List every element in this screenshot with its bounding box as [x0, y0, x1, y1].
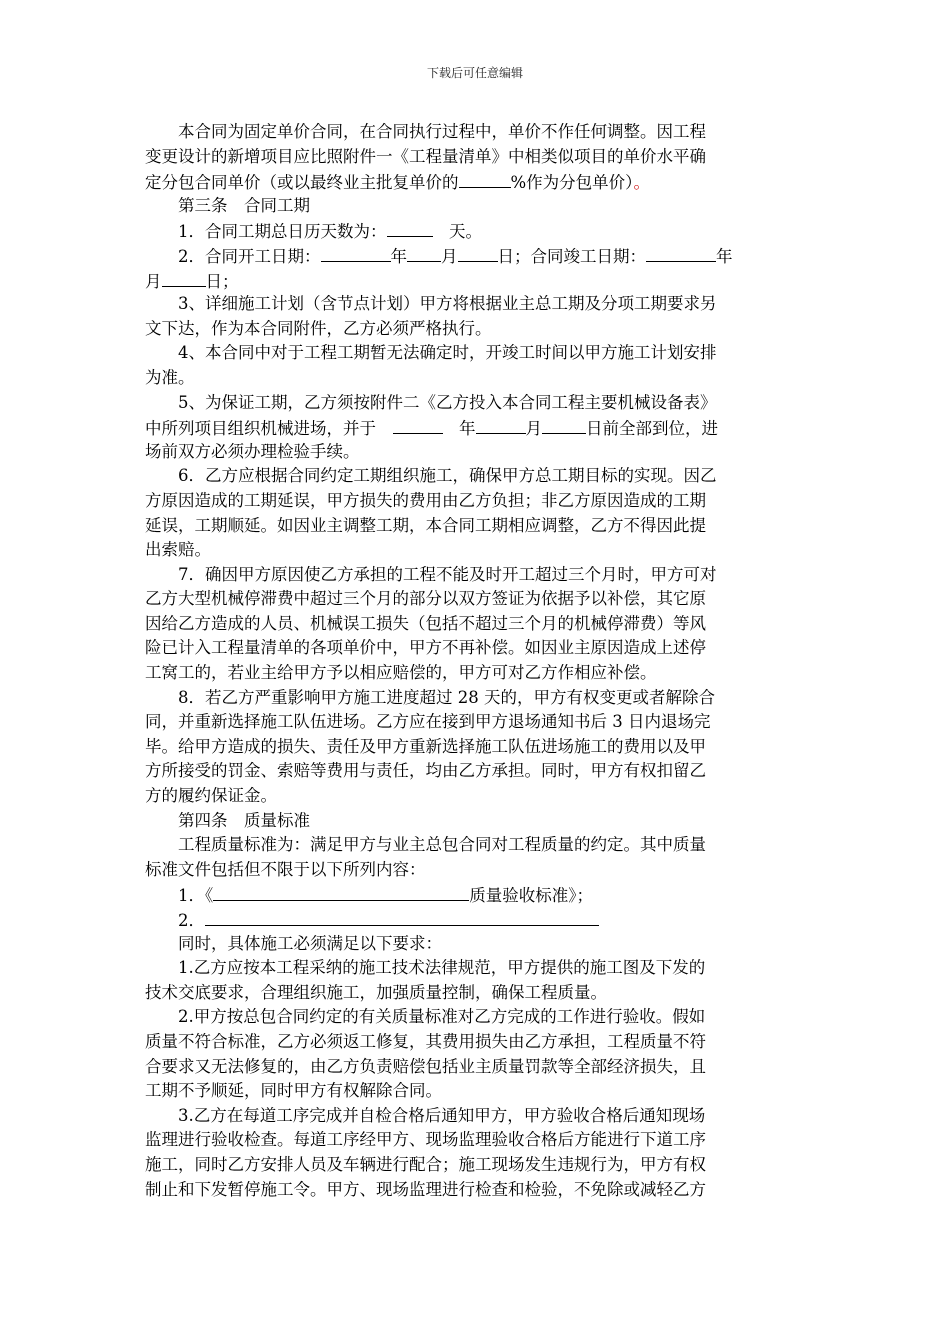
text-line — [145, 563, 805, 588]
text-line — [145, 1079, 805, 1104]
blank-field — [162, 268, 206, 287]
text: 日；合同竣工日期： — [497, 246, 646, 266]
text-line — [145, 1178, 805, 1203]
text-line — [145, 440, 805, 465]
blank-field — [205, 907, 599, 926]
blank-field — [393, 415, 443, 434]
blank-field — [387, 218, 433, 237]
text: 本合同为固定单价合同，在合同执行过程中，单价不作任何调整。因工程 — [145, 122, 706, 141]
text: 方的履约保证金。 — [145, 786, 277, 806]
text-line — [145, 218, 805, 243]
text: 工期不予顺延，同时甲方有权解除合同。 — [145, 1081, 442, 1101]
text: 3、详细施工计划（含节点计划）甲方将根据业主总工期及分项工期要求另 — [145, 294, 717, 314]
text-line — [145, 145, 805, 170]
text: 险已计入工程量清单的各项单价中，甲方不再补偿。如因业主原因造成上述停 — [145, 638, 706, 658]
text: 场前双方必须办理检验手续。 — [145, 441, 360, 461]
blank-field — [458, 243, 498, 262]
text: 延误，工期顺延。如因业主调整工期，本合同工期相应调整，乙方不得因此提 — [145, 515, 706, 535]
text: 方原因造成的工期延误，甲方损失的费用由乙方负担；非乙方原因造成的工期 — [145, 490, 706, 510]
text: 1.乙方应按本工程采纳的施工技术法律规范，甲方提供的施工图及下发的 — [145, 958, 706, 978]
blank-field — [407, 243, 441, 262]
text: 因给乙方造成的人员、机械误工损失（包括不超过三个月的机械停滞费）等风 — [145, 613, 706, 633]
text-line — [145, 243, 805, 268]
text-line — [145, 415, 805, 440]
text-line — [145, 784, 805, 809]
text-line — [145, 489, 805, 514]
text: 中所列项目组织机械进场，并于 — [145, 419, 393, 439]
blank-field — [542, 415, 586, 434]
blank-field — [476, 415, 526, 434]
text-line — [145, 391, 805, 416]
text-line — [145, 686, 805, 711]
text: %作为分包单价） — [510, 173, 634, 193]
text-line — [145, 120, 805, 145]
text: 年 — [442, 419, 476, 439]
text-line — [145, 1055, 805, 1080]
text: 质量验收标准》； — [469, 886, 593, 906]
blank-field — [459, 169, 511, 188]
text: 日； — [205, 271, 239, 291]
page-header: 下载后可任意编辑 — [426, 66, 523, 80]
text-line — [145, 341, 805, 366]
text: 标准文件包括但不限于以下所列内容： — [145, 859, 426, 879]
text: 技术交底要求，合理组织施工，加强质量控制，确保工程质量。 — [145, 982, 607, 1002]
text: 1．《 — [145, 886, 214, 906]
text: 月 — [525, 419, 542, 439]
text-line — [145, 169, 805, 194]
text: 年 — [716, 246, 733, 266]
text-line — [145, 1030, 805, 1055]
text-line — [145, 858, 805, 883]
blank-field — [213, 882, 469, 901]
text: 工程质量标准为：满足甲方与业主总包合同对工程质量的约定。其中质量 — [145, 835, 706, 855]
text: 合要求又无法修复的，由乙方负责赔偿包括业主质量罚款等全部经济损失，且 — [145, 1056, 706, 1076]
text: 6．乙方应根据合同约定工期组织施工，确保甲方总工期目标的实现。因乙 — [145, 466, 717, 486]
text: 日前全部到位，进 — [586, 419, 718, 439]
text-line — [145, 759, 805, 784]
text: 月 — [145, 271, 162, 291]
text: 施工，同时乙方安排人员及车辆进行配合；施工现场发生违规行为，甲方有权 — [145, 1154, 706, 1174]
text: 第四条 质量标准 — [145, 810, 310, 830]
text: 天。 — [432, 222, 482, 242]
text-line — [145, 317, 805, 342]
blank-field — [321, 243, 391, 262]
text-line — [145, 1104, 805, 1129]
text-line — [145, 1153, 805, 1178]
text-line — [145, 981, 805, 1006]
text-line — [145, 956, 805, 981]
text: 文下达，作为本合同附件，乙方必须严格执行。 — [145, 318, 492, 338]
text: 质量不符合标准，乙方必须返工修复，其费用损失由乙方承担，工程质量不符 — [145, 1031, 706, 1051]
text-line — [145, 268, 805, 293]
text: 出索赔。 — [145, 540, 211, 560]
text-line — [145, 907, 805, 932]
text-line — [145, 833, 805, 858]
text: 月 — [441, 246, 458, 266]
text: 4、本合同中对于工程工期暂无法确定时，开竣工时间以甲方施工计划安排 — [145, 343, 717, 363]
text: 2.甲方按总包合同约定的有关质量标准对乙方完成的工作进行验收。假如 — [145, 1007, 706, 1027]
text-line — [145, 612, 805, 637]
text-line — [145, 514, 805, 539]
section-heading — [145, 809, 805, 834]
text-line — [145, 464, 805, 489]
text-line — [145, 292, 805, 317]
text: 方所接受的罚金、索赔等费用与责任，均由乙方承担。同时，甲方有权扣留乙 — [145, 761, 706, 781]
text: 定分包合同单价（或以最终业主批复单价的 — [145, 173, 459, 193]
text: 乙方大型机械停滞费中超过三个月的部分以双方签证为依据予以补偿，其它原 — [145, 589, 706, 609]
text-line — [145, 587, 805, 612]
text-line — [145, 636, 805, 661]
text-line — [145, 735, 805, 760]
blank-field — [646, 243, 716, 262]
text-line — [145, 710, 805, 735]
text: 同，并重新选择施工队伍进场。乙方应在接到甲方退场通知书后 3 日内退场完 — [145, 712, 711, 732]
contract-body — [145, 120, 805, 1202]
text: 监理进行验收检查。每道工序经甲方、现场监理验收合格后方能进行下道工序 — [145, 1130, 706, 1150]
text: 同时，具体施工必须满足以下要求： — [145, 933, 442, 953]
text: 工窝工的，若业主给甲方予以相应赔偿的，甲方可对乙方作相应补偿。 — [145, 663, 657, 683]
text: 第三条 合同工期 — [145, 195, 310, 215]
text-line — [145, 366, 805, 391]
text: 3.乙方在每道工序完成并自检合格后通知甲方，甲方验收合格后通知现场 — [145, 1105, 706, 1125]
text-line — [145, 932, 805, 957]
text: 1．合同工期总日历天数为： — [145, 222, 387, 242]
section-heading — [145, 194, 805, 219]
red-mark: 。 — [633, 173, 650, 193]
text: 8．若乙方严重影响甲方施工进度超过 28 天的，甲方有权变更或者解除合 — [145, 687, 715, 707]
text-line — [145, 661, 805, 686]
text: 2．合同开工日期： — [145, 246, 321, 266]
text: 2． — [145, 911, 205, 930]
text: 变更设计的新增项目应比照附件一《工程量清单》中相类似项目的单价水平确 — [145, 146, 706, 166]
text-line — [145, 1005, 805, 1030]
text-line — [145, 538, 805, 563]
text: 毕。给甲方造成的损失、责任及甲方重新选择施工队伍进场施工的费用以及甲 — [145, 736, 706, 756]
text: 7．确因甲方原因使乙方承担的工程不能及时开工超过三个月时，甲方可对 — [145, 564, 717, 584]
text: 制止和下发暂停施工令。甲方、现场监理进行检查和检验，不免除或减轻乙方 — [145, 1179, 706, 1199]
text: 为准。 — [145, 367, 195, 387]
text: 5、为保证工期，乙方须按附件二《乙方投入本合同工程主要机械设备表》 — [145, 392, 717, 412]
text-line — [145, 1128, 805, 1153]
text: 年 — [390, 246, 407, 266]
text-line — [145, 882, 805, 907]
